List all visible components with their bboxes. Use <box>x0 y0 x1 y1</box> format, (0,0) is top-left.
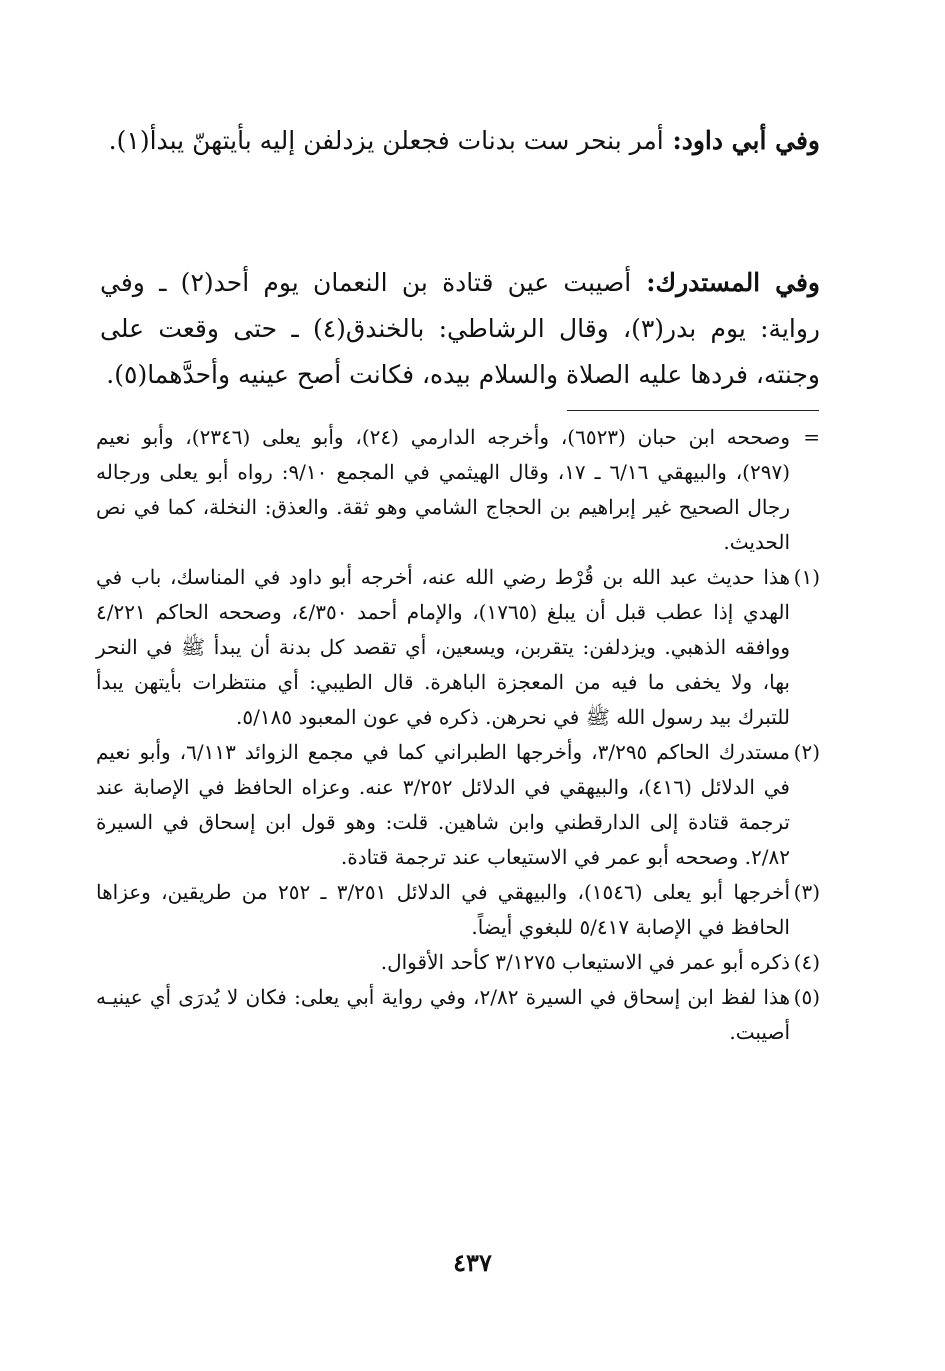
paragraph-lead: وفي أبي داود: <box>672 126 820 155</box>
footnote-text: ذكره أبو عمر في الاستيعاب ٣/١٢٧٥ كأحد الأقوال. <box>380 950 790 974</box>
footnote-marker: = <box>803 425 820 449</box>
footnote-text: هذا حديث عبد الله بن قُرْط رضي الله عنه، أخرجه أبو داود في المناسك، باب في الهدي إذا عطب قبل أن يبلغ (١٧٦٥)، والإمام أحمد ٤/٣٥٠، وصححه الحاكم ٤/٢٢١ ووافقه الذهبي. ويزدلفن: يتقربن، ويسعين، أي تقصد كل بدنة أن يبدأ ﷺ في النحر بها، ولا يخفى ما فيه من المعجزة الباهرة. قال الطيبي: أي منتظرات بأيتهن يبدأ للتبرك بيد رسول الله ﷺ في نحرهن. ذكره في عون المعبود ٥/١٨٥. <box>96 565 790 729</box>
main-paragraph-1 <box>100 118 820 164</box>
footnote-continued <box>96 420 820 560</box>
footnote-marker: (٤) <box>793 950 820 974</box>
footnote-text: وصححه ابن حبان (٦٥٢٣)، وأخرجه الدارمي (٢٤)، وأبو يعلى (٢٣٤٦)، وأبو نعيم (٢٩٧)، والبيهقي ٦/١٦ ـ ١٧، وقال الهيثمي في المجمع ٩/١٠: رواه أبو يعلى ورجاله رجال الصحيح غير إبراهيم بن الحجاج الشامي وهو ثقة. والعذق: النخلة، كما في نص الحديث. <box>96 425 790 554</box>
footnote-1 <box>96 560 820 735</box>
footnote-text: هذا لفظ ابن إسحاق في السيرة ٢/٨٢، وفي رواية أبي يعلى: فكان لا يُدرَى أي عينيـه أصيبت. <box>96 985 790 1044</box>
footnote-marker: (٣) <box>793 880 820 904</box>
footnote-marker: (١) <box>793 565 820 589</box>
paragraph-text: أصيبت عين قتادة بن النعمان يوم أحد(٢) ـ وفي رواية: يوم بدر(٣)، وقال الرشاطي: بالخندق(٤) ـ حتى وقعت على وجنته، فردها عليه الصلاة والسلام بيده، فكانت أصح عينيه وأحدَّهما(٥). <box>100 268 820 389</box>
footnote-3 <box>96 875 820 945</box>
footnote-2 <box>96 735 820 875</box>
footnote-marker: (٥) <box>793 985 820 1009</box>
main-paragraph-2 <box>100 260 820 398</box>
paragraph-text: أمر بنحر ست بدنات فجعلن يزدلفن إليه بأيتهنّ يبدأ(١). <box>108 126 664 155</box>
footnote-text: أخرجها أبو يعلى (١٥٤٦)، والبيهقي في الدلائل ٣/٢٥١ ـ ٢٥٢ من طريقين، وعزاها الحافظ في الإصابة ٥/٤١٧ للبغوي أيضاً. <box>96 880 791 939</box>
page-number: ٤٣٧ <box>453 1248 492 1277</box>
footnote-4 <box>96 945 820 980</box>
footnotes-section <box>96 420 820 1050</box>
footnote-text: مستدرك الحاكم ٣/٢٩٥، وأخرجها الطبراني كما في مجمع الزوائد ٦/١١٣، وأبو نعيم في الدلائل (٤١٦)، والبيهقي في الدلائل ٣/٢٥٢ عنه. وعزاه الحافظ في الإصابة عند ترجمة قتادة إلى الدارقطني وابن شاهين. قلت: وهو قول ابن إسحاق في السيرة ٢/٨٢. وصححه أبو عمر في الاستيعاب عند ترجمة قتادة. <box>96 740 790 869</box>
paragraph-lead: وفي المستدرك: <box>646 268 820 297</box>
footnote-marker: (٢) <box>793 740 820 764</box>
footnote-5 <box>96 980 820 1050</box>
footnote-separator <box>567 410 819 411</box>
